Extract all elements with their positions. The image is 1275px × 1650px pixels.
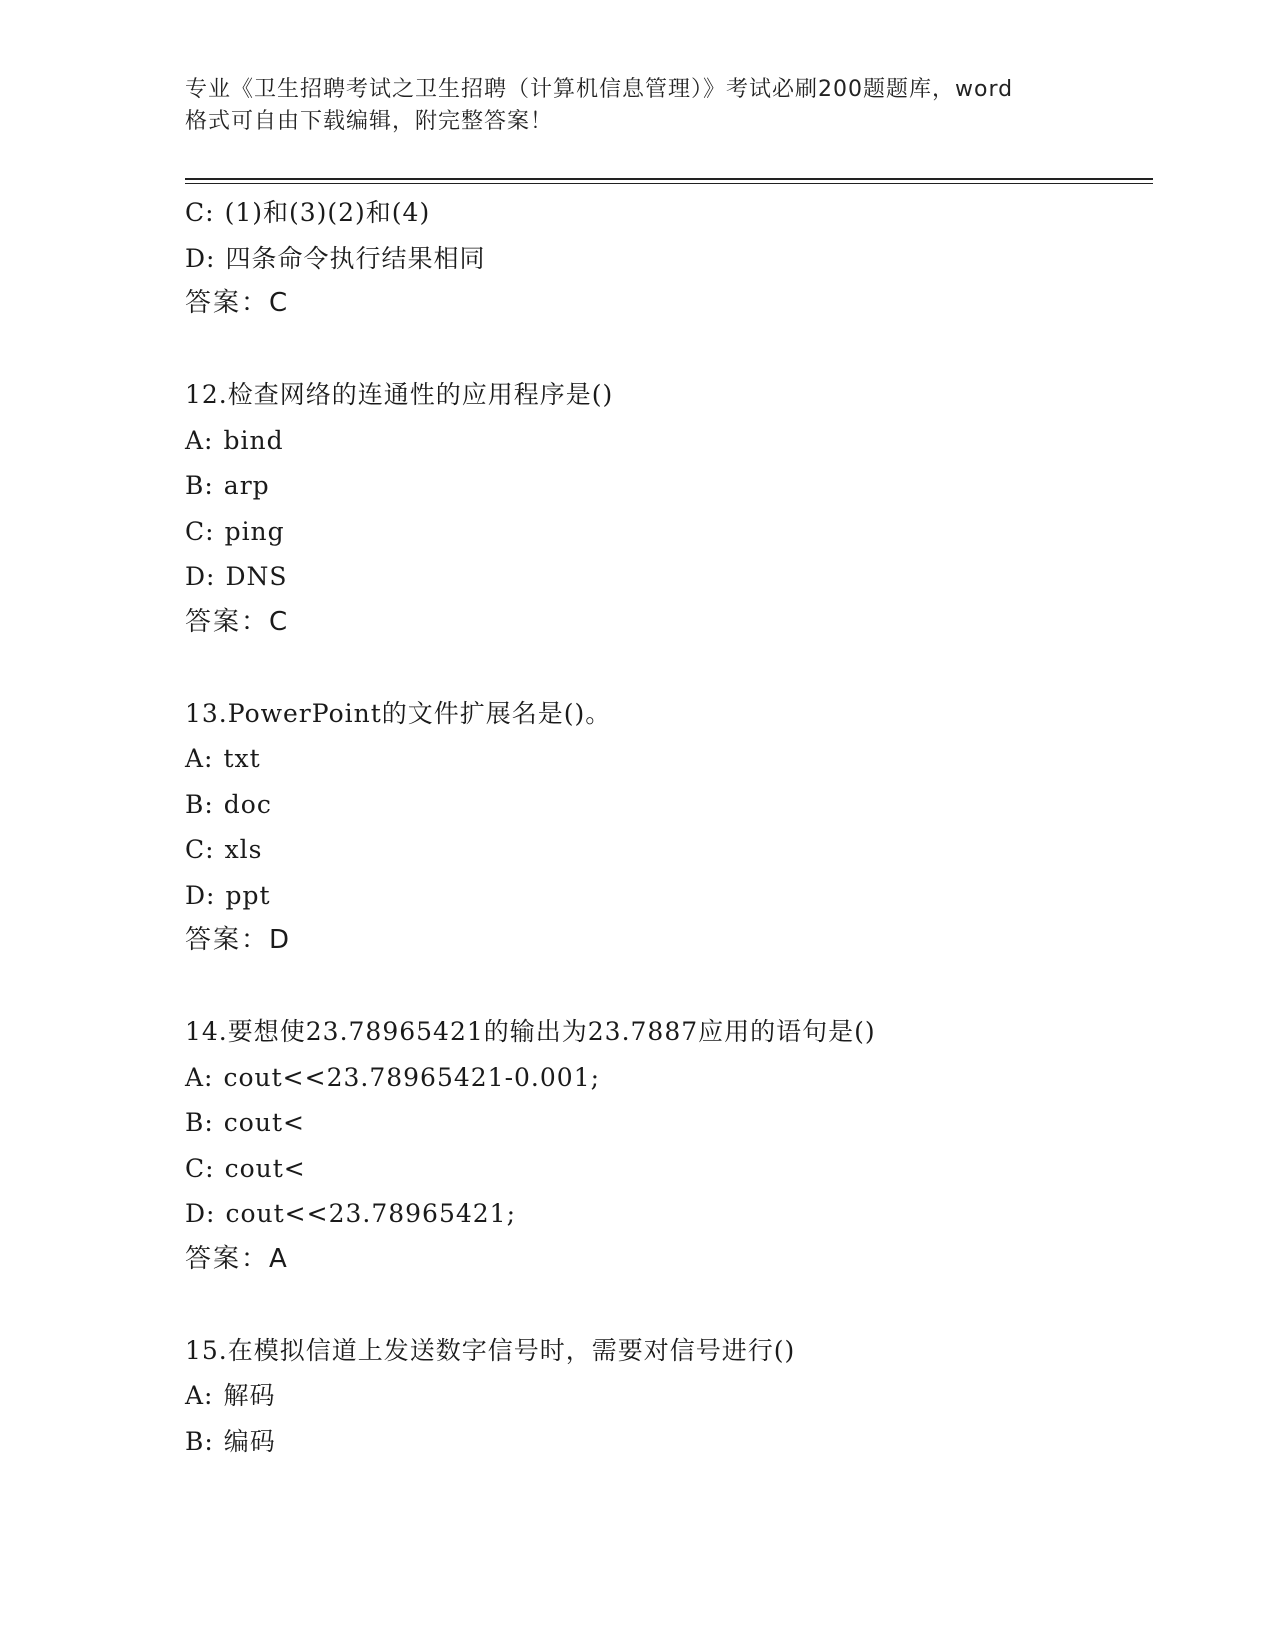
question-12 <box>185 372 1153 645</box>
question-stem: 14.要想使23.78965421的输出为23.7887应用的语句是() <box>185 1017 876 1046</box>
option-b: B: arp <box>185 471 270 500</box>
option-d: D: DNS <box>185 562 288 591</box>
option-a: A: bind <box>185 425 284 455</box>
option-b: B: doc <box>185 789 272 819</box>
question-list <box>185 190 1153 1464</box>
question-13 <box>185 691 1153 964</box>
option-a: A: txt <box>185 744 261 773</box>
answer-line: 答案：C <box>185 288 290 318</box>
header-line-1: 专业《卫生招聘考试之卫生招聘（计算机信息管理）》考试必刷200题题库，word <box>185 77 1014 102</box>
header-line-2: 格式可自由下载编辑，附完整答案！ <box>185 109 554 134</box>
answer-line: 答案：A <box>185 1243 289 1274</box>
option-d: D: cout<<23.78965421; <box>185 1199 516 1228</box>
option-c: C: ping <box>185 516 285 546</box>
spacer <box>185 1282 1153 1328</box>
spacer <box>185 964 1153 1010</box>
question-14 <box>185 1009 1153 1282</box>
question-stem: 13.PowerPoint的文件扩展名是()。 <box>185 698 612 728</box>
option-d: D: ppt <box>185 880 271 910</box>
option-d: D: 四条命令执行结果相同 <box>185 243 486 273</box>
question-stem: 12.检查网络的连通性的应用程序是() <box>185 380 614 409</box>
answer-line: 答案：D <box>185 925 292 955</box>
question-11-continued <box>185 190 1153 327</box>
spacer <box>185 327 1153 373</box>
option-a: A: 解码 <box>185 1381 276 1410</box>
question-stem: 15.在模拟信道上发送数字信号时，需要对信号进行() <box>185 1335 796 1365</box>
option-c: C: xls <box>185 835 263 864</box>
answer-line: 答案：C <box>185 606 290 637</box>
option-a: A: cout<<23.78965421-0.001; <box>185 1062 601 1092</box>
header-divider-thick <box>185 178 1153 180</box>
option-c: C: cout< <box>185 1153 306 1183</box>
spacer <box>185 645 1153 691</box>
document-header <box>185 74 1085 138</box>
option-b: B: cout< <box>185 1108 305 1137</box>
question-15 <box>185 1328 1153 1465</box>
option-b: B: 编码 <box>185 1426 276 1456</box>
header-divider-thin <box>185 183 1153 184</box>
option-c: C: (1)和(3)(2)和(4) <box>185 198 431 227</box>
